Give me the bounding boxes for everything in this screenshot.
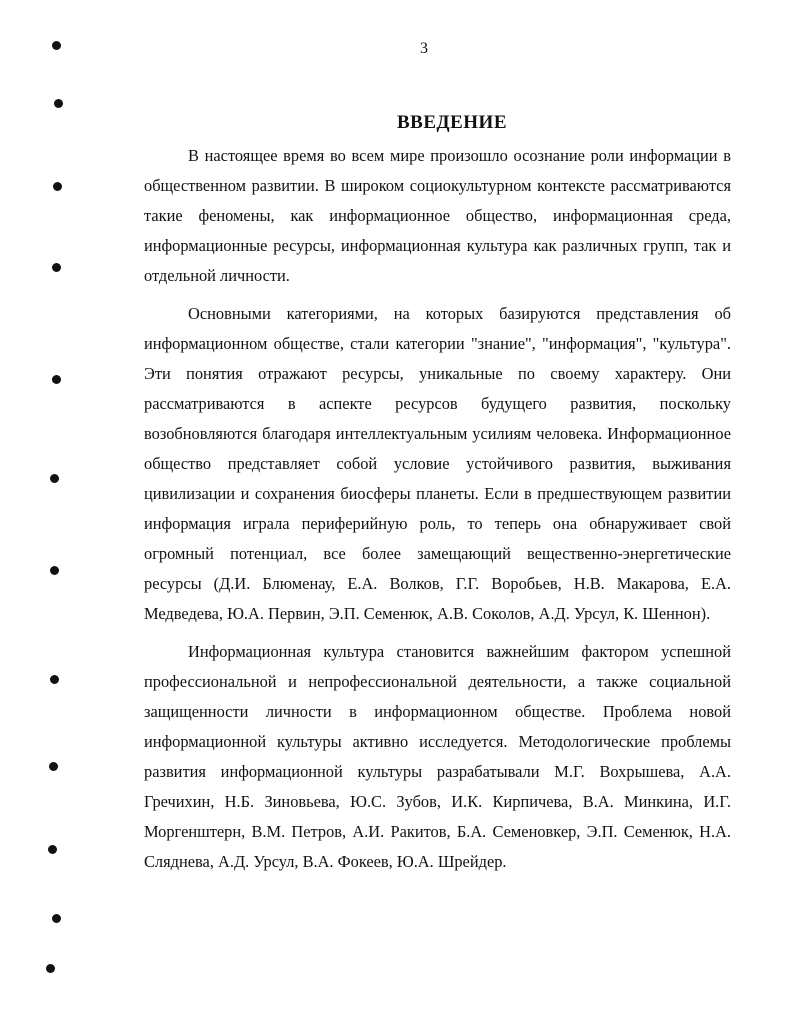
paragraph-1: В настоящее время во всем мире произошло осознание роли информации в общественном развитии. В широком социокультурном контексте рассматриваются такие феномены, как информационное общество, информационная среда, информационные ресурсы, информационная культура как различных групп, так и отдельной личности. bbox=[144, 146, 731, 285]
binder-hole bbox=[52, 914, 61, 923]
binder-hole bbox=[52, 263, 61, 272]
body-text bbox=[144, 141, 731, 877]
binder-hole bbox=[54, 99, 63, 108]
paragraph-3: Информационная культура становится важнейшим фактором успешной профессиональной и непрофессиональной деятельности, а также социальной защищенности личности в информационном обществе. Проблема новой информационной культуры активно исследуется. Методологические проблемы развития информационной культуры разрабатывали М.Г. Вохрышева, А.А. Гречихин, Н.Б. Зиновьева, Ю.С. Зубов, И.К. Кирпичева, В.А. Минкина, И.Г. Моргенштерн, В.М. Петров, А.И. Ракитов, Б.А. Семеновкер, Э.П. Семенюк, Н.А. Сляднева, А.Д. Урсул, В.А. Фокеев, Ю.А. Шрейдер. bbox=[144, 642, 731, 871]
binder-hole bbox=[48, 845, 57, 854]
binder-hole bbox=[52, 375, 61, 384]
section-heading: ВВЕДЕНИЕ bbox=[397, 112, 507, 133]
binder-hole bbox=[50, 566, 59, 575]
binder-hole bbox=[50, 474, 59, 483]
binder-hole bbox=[50, 675, 59, 684]
paragraph-2: Основными категориями, на которых базируются представления об информационном обществе, стали категории "знание", "информация", "культура". Эти понятия отражают ресурсы, уникальные по своему характеру. Они рассматриваются в аспекте ресурсов будущего развития, поскольку возобновляются благодаря интеллектуальным усилиям человека. Информационное общество представляет собой условие устойчивого развития, выживания цивилизации и сохранения биосферы планеты. Если в предшествующем развитии информация играла периферийную роль, то теперь она обнаруживает свой огромный потенциал, все более замещающий вещественно-энергетические ресурсы (Д.И. Блюменау, Е.А. Волков, Г.Г. Воробьев, Н.В. Макарова, Е.А. Медведева, Ю.А. Первин, Э.П. Семенюк, А.В. Соколов, А.Д. Урсул, К. Шеннон). bbox=[144, 304, 731, 623]
binder-hole bbox=[49, 762, 58, 771]
binder-hole bbox=[46, 964, 55, 973]
page-number: 3 bbox=[420, 40, 428, 57]
binder-hole bbox=[53, 182, 62, 191]
